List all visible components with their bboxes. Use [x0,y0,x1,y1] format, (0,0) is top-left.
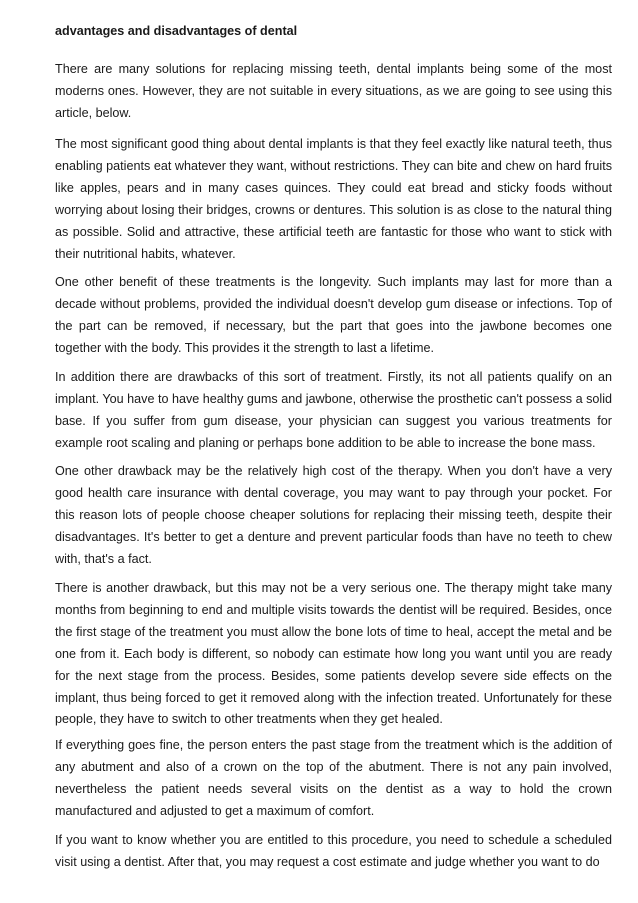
paragraph: The most significant good thing about dental implants is that they feel exactly like natural teeth, thus enabling patients eat whatever they want, without restrictions. They can bite and chew on hard fruits like apples, pears and in many cases quinces. They could eat bread and sticky foods without worrying about losing their bridges, crowns or dentures. This solution is as close to the natural thing as possible. Solid and attractive, these artificial teeth are fantastic for those who want to stick with their nutritional habits, whatever. [55,137,612,261]
document-title: advantages and disadvantages of dental [55,24,298,38]
paragraph: If everything goes fine, the person enters the past stage from the treatment which is the addition of any abutment and also of a crown on the top of the abutment. There is not any pain involved, nevertheless the patient needs several visits on the dentist as a way to hold the crown manufactured and adjusted to get a maximum of comfort. [55,738,612,818]
paragraph: One other benefit of these treatments is the longevity. Such implants may last for more than a decade without problems, provided the individual doesn't develop gum disease or infections. Top of the part can be removed, if necessary, but the part that goes into the jawbone becomes one together with the body. This provides it the strength to last a lifetime. [55,275,612,355]
paragraph: If you want to know whether you are entitled to this procedure, you need to schedule a scheduled visit using a dentist. After that, you may request a cost estimate and judge whether you want to do [55,833,612,869]
paragraph: There are many solutions for replacing missing teeth, dental implants being some of the most moderns ones. However, they are not suitable in every situations, as we are going to see using this article, below. [55,62,612,120]
paragraph: One other drawback may be the relatively high cost of the therapy. When you don't have a very good health care insurance with dental coverage, you may want to pay through your pocket. For this reason lots of people choose cheaper solutions for replacing their missing teeth, despite their disadvantages. It's better to get a denture and prevent particular foods than have no teeth to chew with, that's a fact. [55,464,612,566]
paragraph: There is another drawback, but this may not be a very serious one. The therapy might take many months from beginning to end and multiple visits towards the dentist will be required. Besides, once the first stage of the treatment you must allow the bone lots of time to heal, accept the metal and be one from it. Each body is different, so nobody can estimate how long you want until you are ready for the next stage from the process. Besides, some patients develop severe side effects on the implant, thus being forced to get it removed along with the infection treated. Unfortunately for these people, they have to switch to other treatments when they get healed. [55,581,612,727]
paragraph: In addition there are drawbacks of this sort of treatment. Firstly, its not all patients qualify on an implant. You have to have healthy gums and jawbone, otherwise the prosthetic can't possess a solid base. If you suffer from gum disease, your physician can suggest you various treatments for example root scaling and planing or perhaps bone addition to be able to increase the bone mass. [55,370,612,450]
